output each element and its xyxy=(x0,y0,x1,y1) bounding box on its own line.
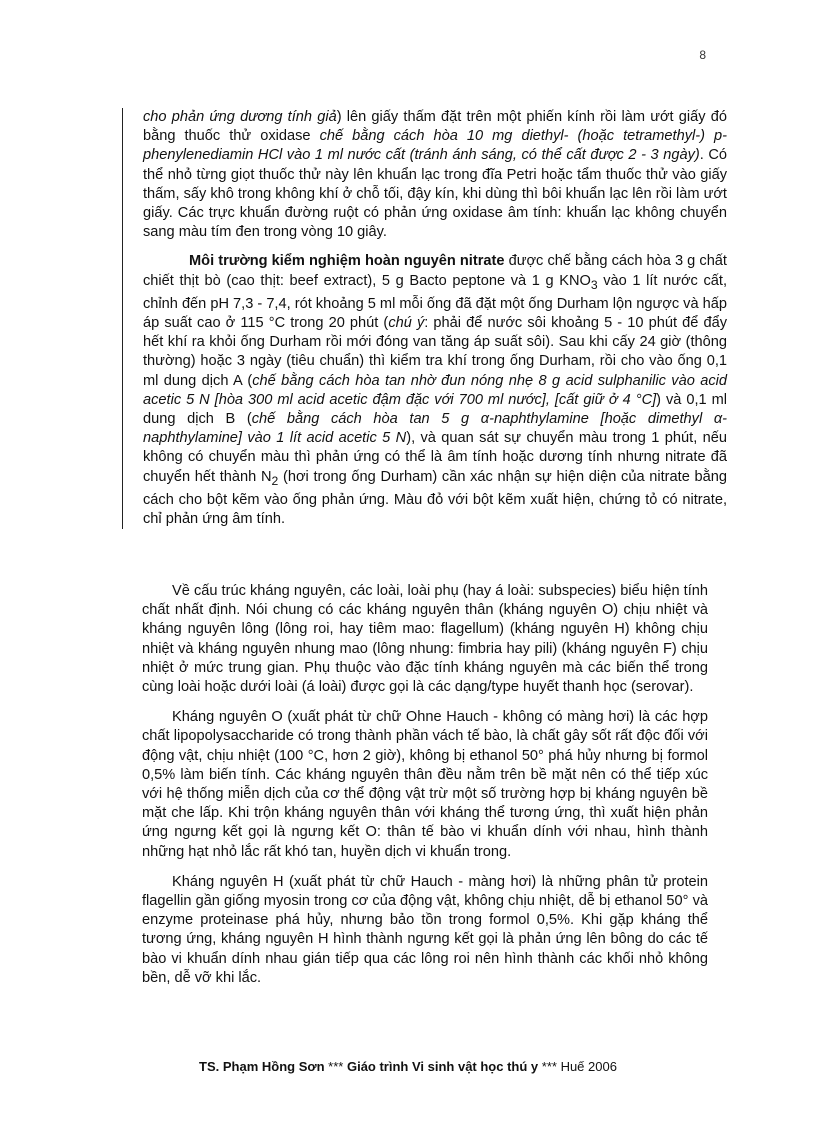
page-footer xyxy=(0,1059,816,1074)
o-antigen-paragraph: Kháng nguyên O (xuất phát từ chữ Ohne Hauch - không có màng hơi) là các hợp chất lipopolysaccharide có trong thành phần vách tế bào, là chất gây sốt rất độc đối với động vật, chịu nhiệt (100 °C, hơn 2 giờ), không bị ethanol 50° phá hủy nhưng bị formol 0,5% làm biến tính. Các kháng nguyên thân đều nằm trên bề mặt nên có thể tiếp xúc với hệ thống miễn dịch của cơ thể động vật trừ một số trường hợp bị kháng nguyên bề mặt che lấp. Khi trộn kháng nguyên thân với kháng thể tương ứng, thì xuất hiện phản ứng ngưng kết gọi là ngưng kết O: thân tế bào vi khuẩn dính với nhau, hình thành những hạt nhỏ lắc rất khó tan, huyền dịch vi khuẩn trong. xyxy=(142,709,708,860)
h-antigen-paragraph: Kháng nguyên H (xuất phát từ chữ Hauch - màng hơi) là những phân tử protein flagellin gần giống myosin trong cơ của động vật, không chịu nhiệt, dễ bị ethanol 50° và enzyme proteinase phá hủy, nhưng bảo tồn trong formol 0,5%. Khi gặp kháng thể tương ứng, kháng nguyên H hình thành ngưng kết gọi là phản ứng lên bông do các tế bào vi khuẩn dính nhau gián tiếp qua các lông roi nên hình thành các khối nhỏ không bền, dễ vỡ khi lắc. xyxy=(142,873,708,986)
text-fragment: ), và quan sát sự chuyển màu trong 1 phút, nếu không có chuyển màu thì phản ứng có thể là âm tính hoặc dương tính nhưng nitrate đã chuyển hết thành N xyxy=(143,430,727,485)
footer-separator: *** xyxy=(324,1059,347,1074)
nitrate-test-paragraph xyxy=(143,252,727,529)
subscript: 3 xyxy=(590,277,598,292)
footer-author: TS. Phạm Hồng Sơn xyxy=(199,1059,325,1074)
oxidase-test-paragraph xyxy=(143,108,727,242)
italic-fragment: cho phản ứng dương tính giả xyxy=(143,109,337,125)
italic-fragment: chú ý xyxy=(388,314,425,331)
text-fragment: ) lên giấy thấm đặt trên một phiến kính rồi làm ướt giấy đó bằng thuốc thử oxidase xyxy=(143,109,727,145)
italic-fragment: chế bằng cách hòa tan 5 g α-naphthylamine [hoặc dimethyl α-naphthylamine] vào 1 lít acid acetic 5 N xyxy=(143,410,727,447)
text-fragment: được chế bằng cách hòa 3 g chất chiết thịt bò (cao thịt: beef extract), 5 g Bacto peptone và 1 g KNO xyxy=(143,253,727,289)
text-fragment: : phải để nước sôi khoảng 5 - 10 phút để đẩy hết khí ra khỏi ống Durham rồi mới đóng van tăng áp suất sôi). Sau khi cấy 24 giờ (thông thường) hoặc 3 ngày (tiêu chuẩn) thì kiểm tra khí trong ống Durham, rồi cho vào ống 0,1 ml dung dịch A ( xyxy=(143,314,727,389)
main-body xyxy=(142,582,708,999)
footer-separator: *** xyxy=(538,1059,561,1074)
page-number: 8 xyxy=(699,48,706,62)
italic-fragment: chế bằng cách hòa tan nhờ đun nóng nhẹ 8 g acid sulphanilic vào acid acetic 5 N [hòa 300 ml acid acetic đậm đặc với 700 ml nước], [cất giữ ở 4 °C] xyxy=(143,372,727,408)
bold-heading: Môi trường kiểm nghiệm hoàn nguyên nitrate xyxy=(189,253,505,270)
antigen-structure-paragraph: Về cấu trúc kháng nguyên, các loài, loài phụ (hay á loài: subspecies) biểu hiện tính chất nhất định. Nói chung có các kháng nguyên thân (kháng nguyên O) chịu nhiệt và kháng nguyên lông (lông roi, hay tiêm mao: flagellum) (kháng nguyên H) không chịu nhiệt và kháng nguyên nhung mao (lông nhung: fimbria hay pili) (kháng nguyên F) chịu nhiệt ở mức trung gian. Phụ thuộc vào đặc tính kháng nguyên mà các biến thể trong cùng loài hoặc dưới loài (á loài) được gọi là các dạng/type huyết thanh học (serovar). xyxy=(142,583,708,696)
text-fragment: ) và 0,1 ml dung dịch B ( xyxy=(143,391,728,427)
subscript: 2 xyxy=(271,473,279,488)
text-fragment: . Có thể nhỏ từng giọt thuốc thử này lên khuẩn lạc trong đĩa Petri hoặc tẩm thuốc thử vào giấy thấm, sấy khô trong không khí ở chỗ tối, đậy kín, khi dùng thì bôi khuẩn lạc lên rồi làm ướt giấy. Các trực khuẩn đường ruột có phản ứng oxidase âm tính: khuẩn lạc không chuyển sang màu tím đen trong vòng 10 giây. xyxy=(143,147,728,241)
text-fragment: vào 1 lít nước cất, chỉnh đến pH 7,3 - 7,4, rót khoảng 5 ml mỗi ống đã đặt một ống Durham lộn ngược và hấp áp suất cao ở 115 °C trong 20 phút ( xyxy=(143,272,727,331)
footer-place-year: Huế 2006 xyxy=(560,1059,617,1074)
footer-book-title: Giáo trình Vi sinh vật học thú y xyxy=(346,1059,539,1074)
boxed-procedure-note xyxy=(122,108,727,529)
italic-fragment: chế bằng cách hòa 10 mg diethyl- (hoặc tetramethyl-) p-phenylenediamin HCl vào 1 ml nước cất (tránh ánh sáng, có thể cất được 2 - 3 ngày) xyxy=(143,128,727,164)
text-fragment: (hơi trong ống Durham) cần xác nhận sự hiện diện của nitrate bằng cách cho bột kẽm vào ống phản ứng. Màu đỏ với bột kẽm xuất hiện, chứng tỏ có nitrate, chỉ phản ứng âm tính. xyxy=(143,468,727,527)
